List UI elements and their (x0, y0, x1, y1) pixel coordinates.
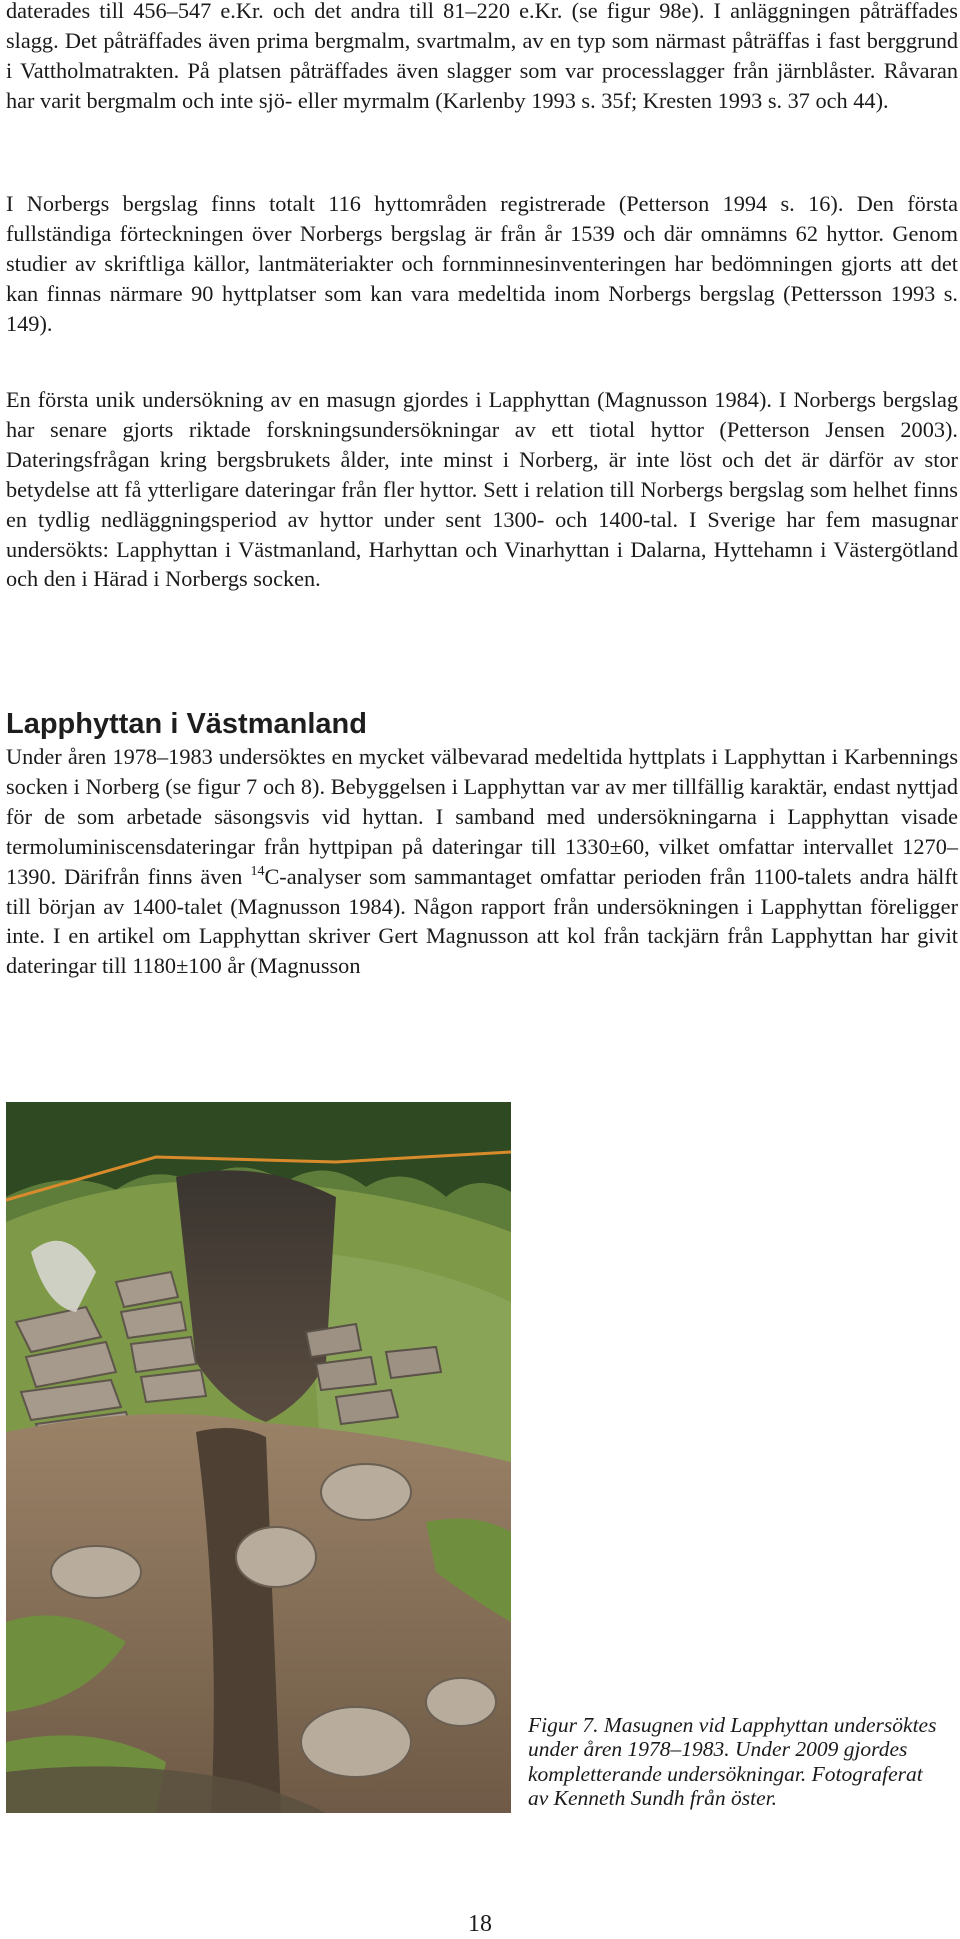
body-paragraph-3: En första unik undersökning av en masugn gjordes i Lapphyttan (Magnusson 1984). I Norbergs bergslag har senare gjorts riktade forskningsundersökningar av ett tiotal hyttor (Petterson Jensen 2003). Dateringsfrågan kring bergsbrukets ålder, inte minst i Norberg, är inte löst och det är därför av stor betydelse att få ytterligare dateringar från fler hyttor. Sett i relation till Norbergs bergslag som helhet finns en tydlig nedläggningsperiod av hyttor under sent 1300- och 1400-tal. I Sverige har fem masugnar undersökts: Lapphyttan i Västmanland, Harhyttan och Vinarhyttan i Dalarna, Hyttehamn i Västergötland och den i Härad i Norbergs socken. (6, 387, 958, 592)
paragraph-4-text-end: C-analyser som sammantaget omfattar perioden från 1100-talets andra hälft till början av 1400-talet (Magnusson 1984). Någon rapport från undersökningen i Lapphyttan föreligger inte. I en artikel om Lapphyttan skriver Gert Magnusson att kol från tackjärn från Lapphyttan har givit dateringar till 1180±100 år (Magnusson (6, 863, 958, 979)
excavation-photo (6, 1102, 511, 1813)
body-paragraph-1: daterades till 456–547 e.Kr. och det andra till 81–220 e.Kr. (se figur 98e). I anläggningen påträffades slagg. Det påträffades även prima bergmalm, svartmalm, av en typ som närmast påträffas i fast berggrund i Vattholmatrakten. På platsen påträffades även slagger som var processlagger från järnblåster. Råvaran har varit bergmalm och inte sjö- eller myrmalm (Karlenby 1993 s. 35f; Kresten 1993 s. 37 och 44). (6, 0, 958, 113)
section-heading: Lapphyttan i Västmanland (6, 708, 367, 740)
body-paragraph-4 (6, 742, 958, 981)
figure-caption: Figur 7. Masugnen vid Lapphyttan undersöktes under åren 1978–1983. Under 2009 gjordes kompletterande undersökningar. Fotograferat av Kenneth Sundh från öster. (528, 1713, 937, 1811)
body-paragraph-2: I Norbergs bergslag finns totalt 116 hyttområden registrerade (Petterson 1994 s. 16). Den första fullständiga förteckningen över Norbergs bergslag är från år 1539 och där omnämns 62 hyttor. Genom studier av skriftliga källor, lantmäteriakter och fornminnesinventeringen har bedömningen gjorts att det kan finnas närmare 90 hyttplatser som kan vara medeltida inom Norbergs bergslag (Pettersson 1993 s. 149). (6, 191, 958, 336)
isotope-superscript: 14 (250, 863, 265, 879)
paragraph-4-text-start: Under åren 1978–1983 undersöktes en mycket välbevarad medeltida hyttplats i Lapphyttan i Karbennings socken i Norberg (se figur 7 och 8). Bebyggelsen i Lapphyttan var av mer tillfällig karaktär, endast nyttjad för de som arbetade säsongsvis vid hyttan. I samband med undersökningarna i Lapphyttan visade termoluminiscensdateringar från hyttpipan på dateringar till 1330±60, vilket omfattar intervallet 1270–1390. Därifrån finns även (6, 744, 958, 889)
page-number: 18 (468, 1911, 492, 1937)
